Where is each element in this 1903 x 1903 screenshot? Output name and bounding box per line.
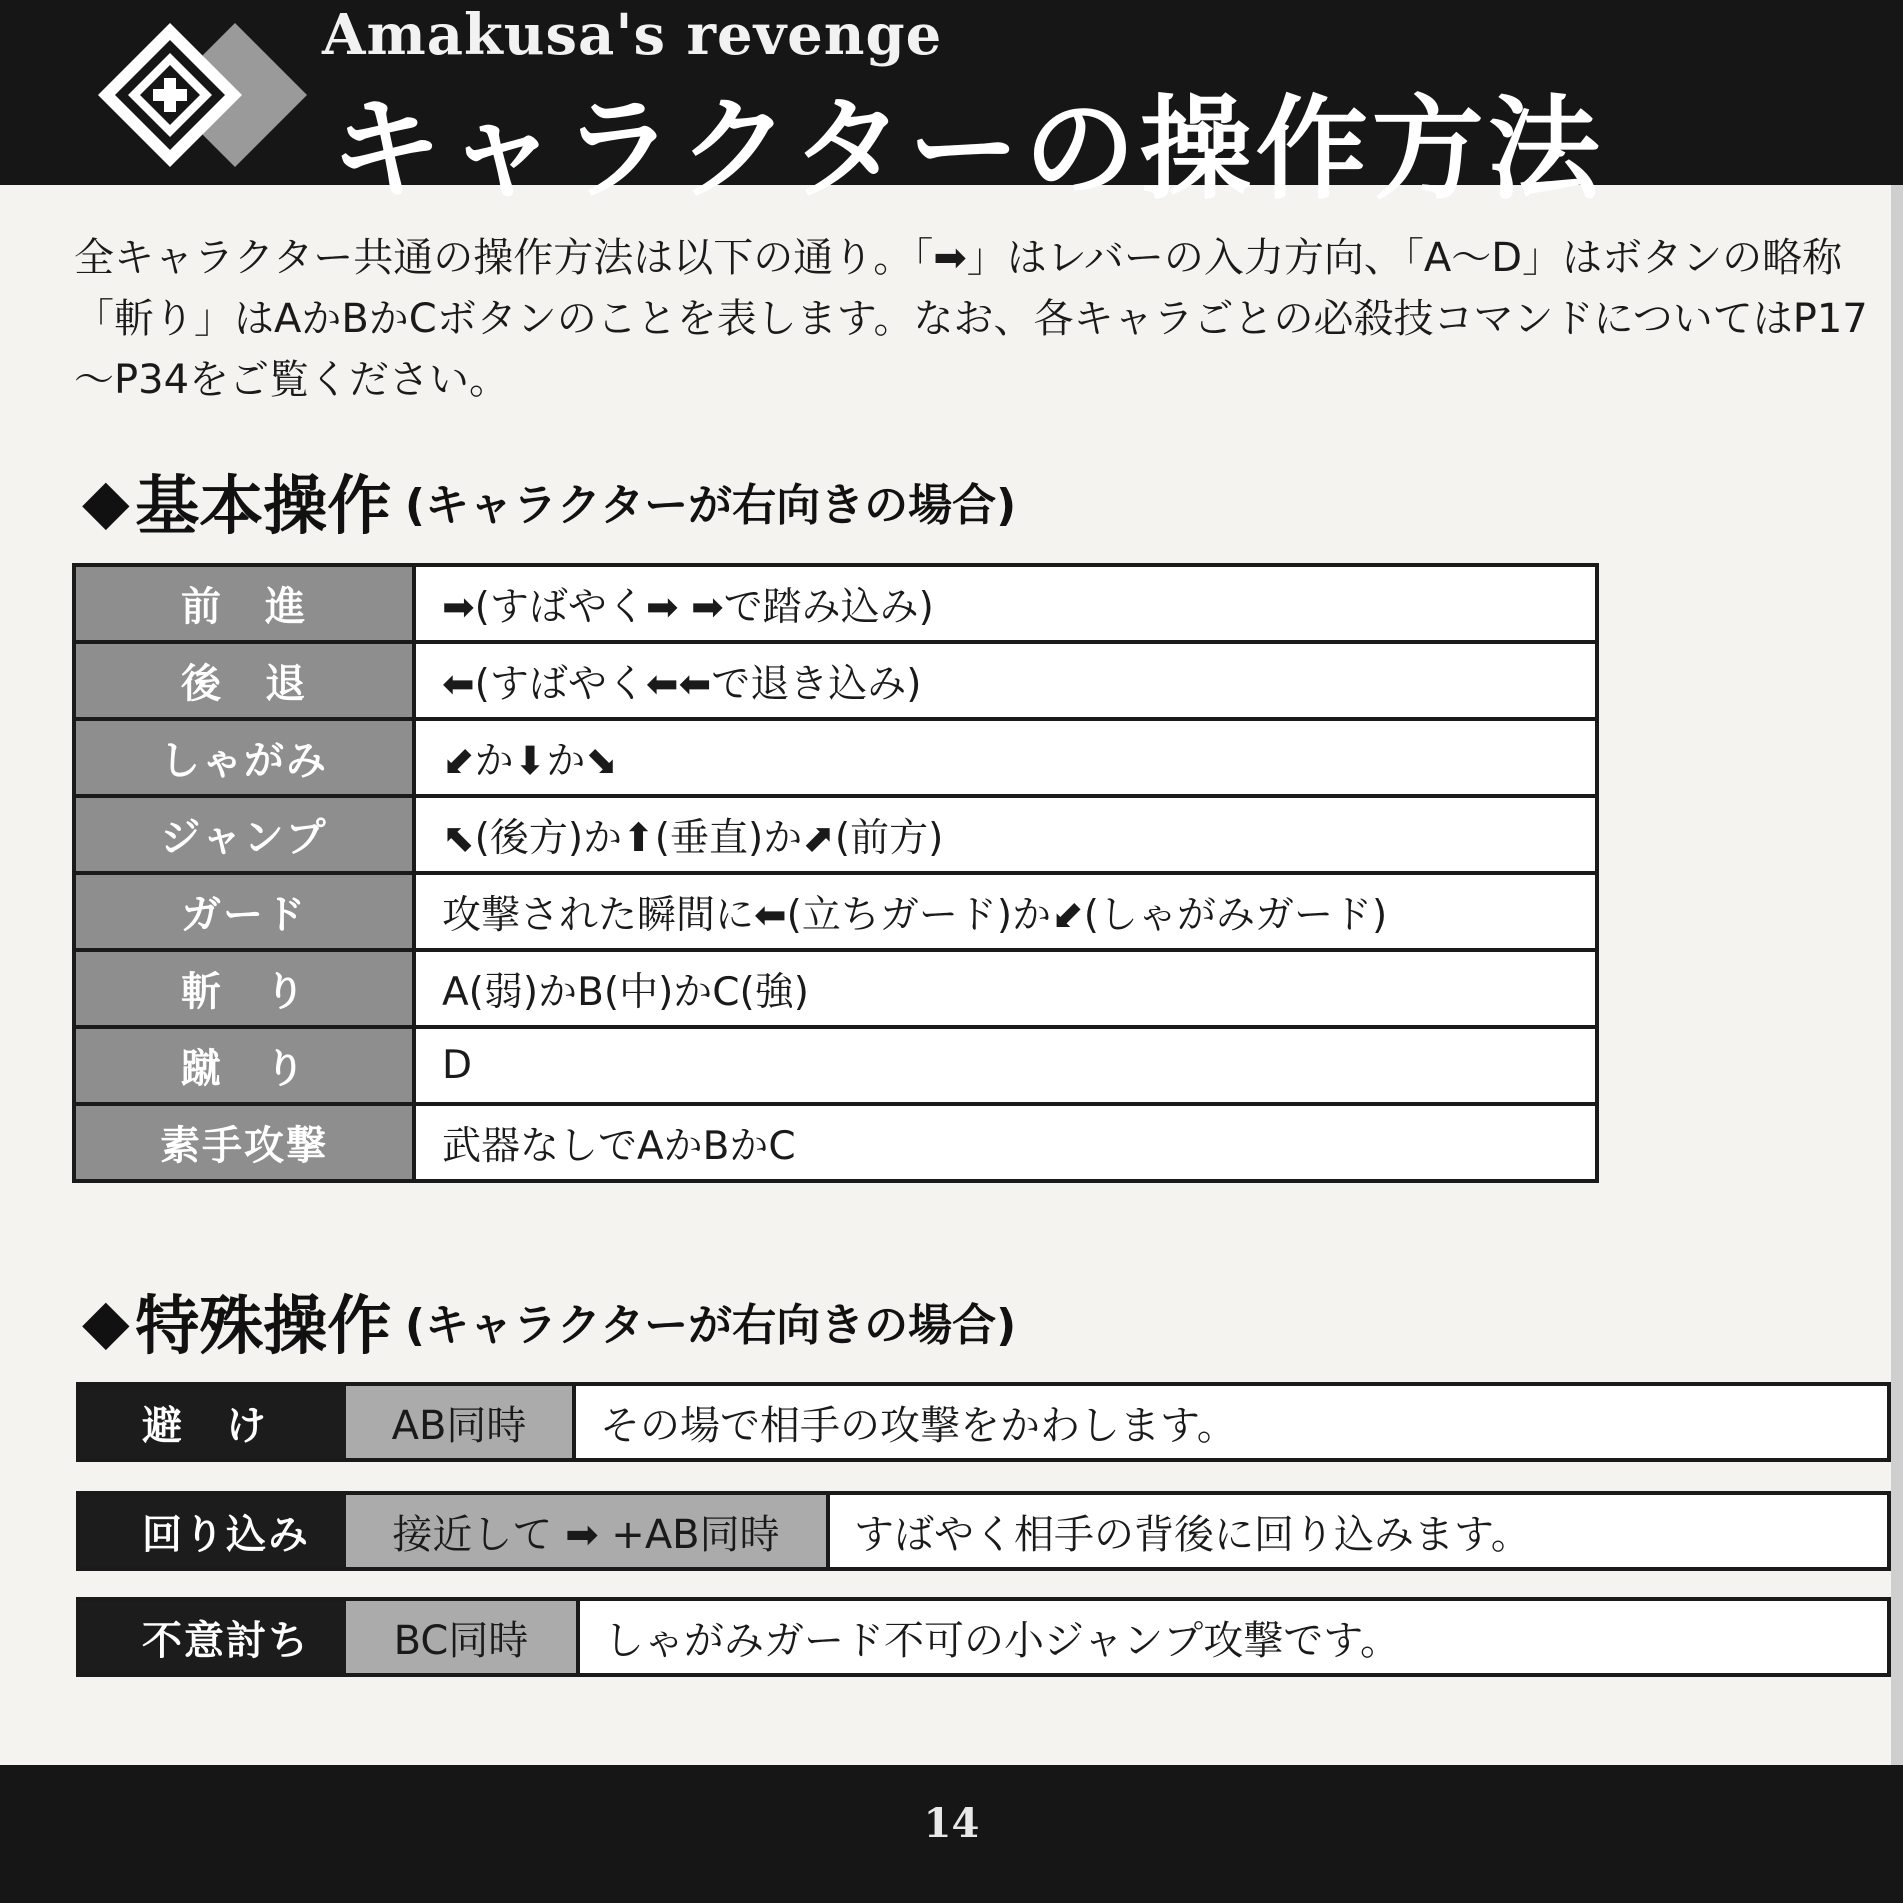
table-row (74, 642, 1597, 719)
diamond-bullet-icon: ◆ (82, 464, 130, 538)
header-band (0, 0, 1903, 215)
special-command: AB同時 (346, 1386, 576, 1458)
table-row (74, 796, 1597, 873)
row-description: 攻撃された瞬間に⬅(立ちガード)か⬋(しゃがみガード) (414, 873, 1597, 950)
intro-paragraph (74, 228, 1903, 411)
special-command: 接近して ➡ +AB同時 (346, 1495, 830, 1567)
special-row-surprise (76, 1597, 1891, 1677)
section-title: 基本操作 (135, 470, 392, 544)
table-row (74, 719, 1597, 796)
row-description: 武器なしでAかBかC (414, 1104, 1597, 1181)
row-label: 前 進 (74, 565, 414, 642)
intro-line: 全キャラクター共通の操作方法は以下の通り。「➡」はレバーの入力方向、「A〜D」はボタンの略称 (74, 235, 1843, 281)
intro-line: 〜P34をご覧ください。 (74, 357, 510, 403)
header-subtitle: Amakusa's revenge (322, 2, 943, 68)
special-name: 回り込み (80, 1495, 346, 1567)
table-row (74, 1104, 1597, 1181)
table-row (74, 1027, 1597, 1104)
page-edge (1891, 185, 1903, 1765)
section-subtitle: (キャラクターが右向きの場合) (404, 1300, 1017, 1351)
intro-line: 「斬り」はAかBかCボタンのことを表します。なお、各キャラごとの必殺技コマンドについてはP17 (74, 296, 1868, 342)
section-subtitle: (キャラクターが右向きの場合) (404, 480, 1017, 531)
page-number: 14 (923, 1800, 980, 1847)
row-description: ⬅(すばやく⬅⬅で退き込み) (414, 642, 1597, 719)
basic-controls-table (72, 563, 1599, 1183)
row-description: D (414, 1027, 1597, 1104)
row-label: ジャンプ (74, 796, 414, 873)
row-label: 素手攻撃 (74, 1104, 414, 1181)
special-section-heading (82, 1275, 1016, 1367)
basic-section-heading (82, 455, 1016, 547)
row-description: A(弱)かB(中)かC(強) (414, 950, 1597, 1027)
table-row (74, 873, 1597, 950)
section-title: 特殊操作 (135, 1290, 392, 1364)
table-row (74, 950, 1597, 1027)
row-description: ➡(すばやく➡ ➡で踏み込み) (414, 565, 1597, 642)
row-label: しゃがみ (74, 719, 414, 796)
diamond-bullet-icon: ◆ (82, 1284, 130, 1358)
row-label: 後 退 (74, 642, 414, 719)
row-description: ⬋か⬇か⬊ (414, 719, 1597, 796)
special-command: BC同時 (346, 1601, 580, 1673)
row-label: 斬 り (74, 950, 414, 1027)
special-row-dodge (76, 1382, 1891, 1462)
special-name: 不意討ち (80, 1601, 346, 1673)
table-row (74, 565, 1597, 642)
row-description: ⬉(後方)か⬆(垂直)か⬈(前方) (414, 796, 1597, 873)
row-label: 蹴 り (74, 1027, 414, 1104)
special-row-roll (76, 1491, 1891, 1571)
row-label: ガード (74, 873, 414, 950)
special-description: すばやく相手の背後に回り込みます。 (854, 1511, 1531, 1558)
special-name: 避 け (80, 1386, 346, 1458)
special-description: しゃがみガード不可の小ジャンプ攻撃です。 (604, 1617, 1400, 1664)
special-description: その場で相手の攻撃をかわします。 (600, 1402, 1237, 1449)
page-title: キャラクターの操作方法 (330, 85, 1604, 215)
maze-logo-icon (95, 18, 325, 168)
